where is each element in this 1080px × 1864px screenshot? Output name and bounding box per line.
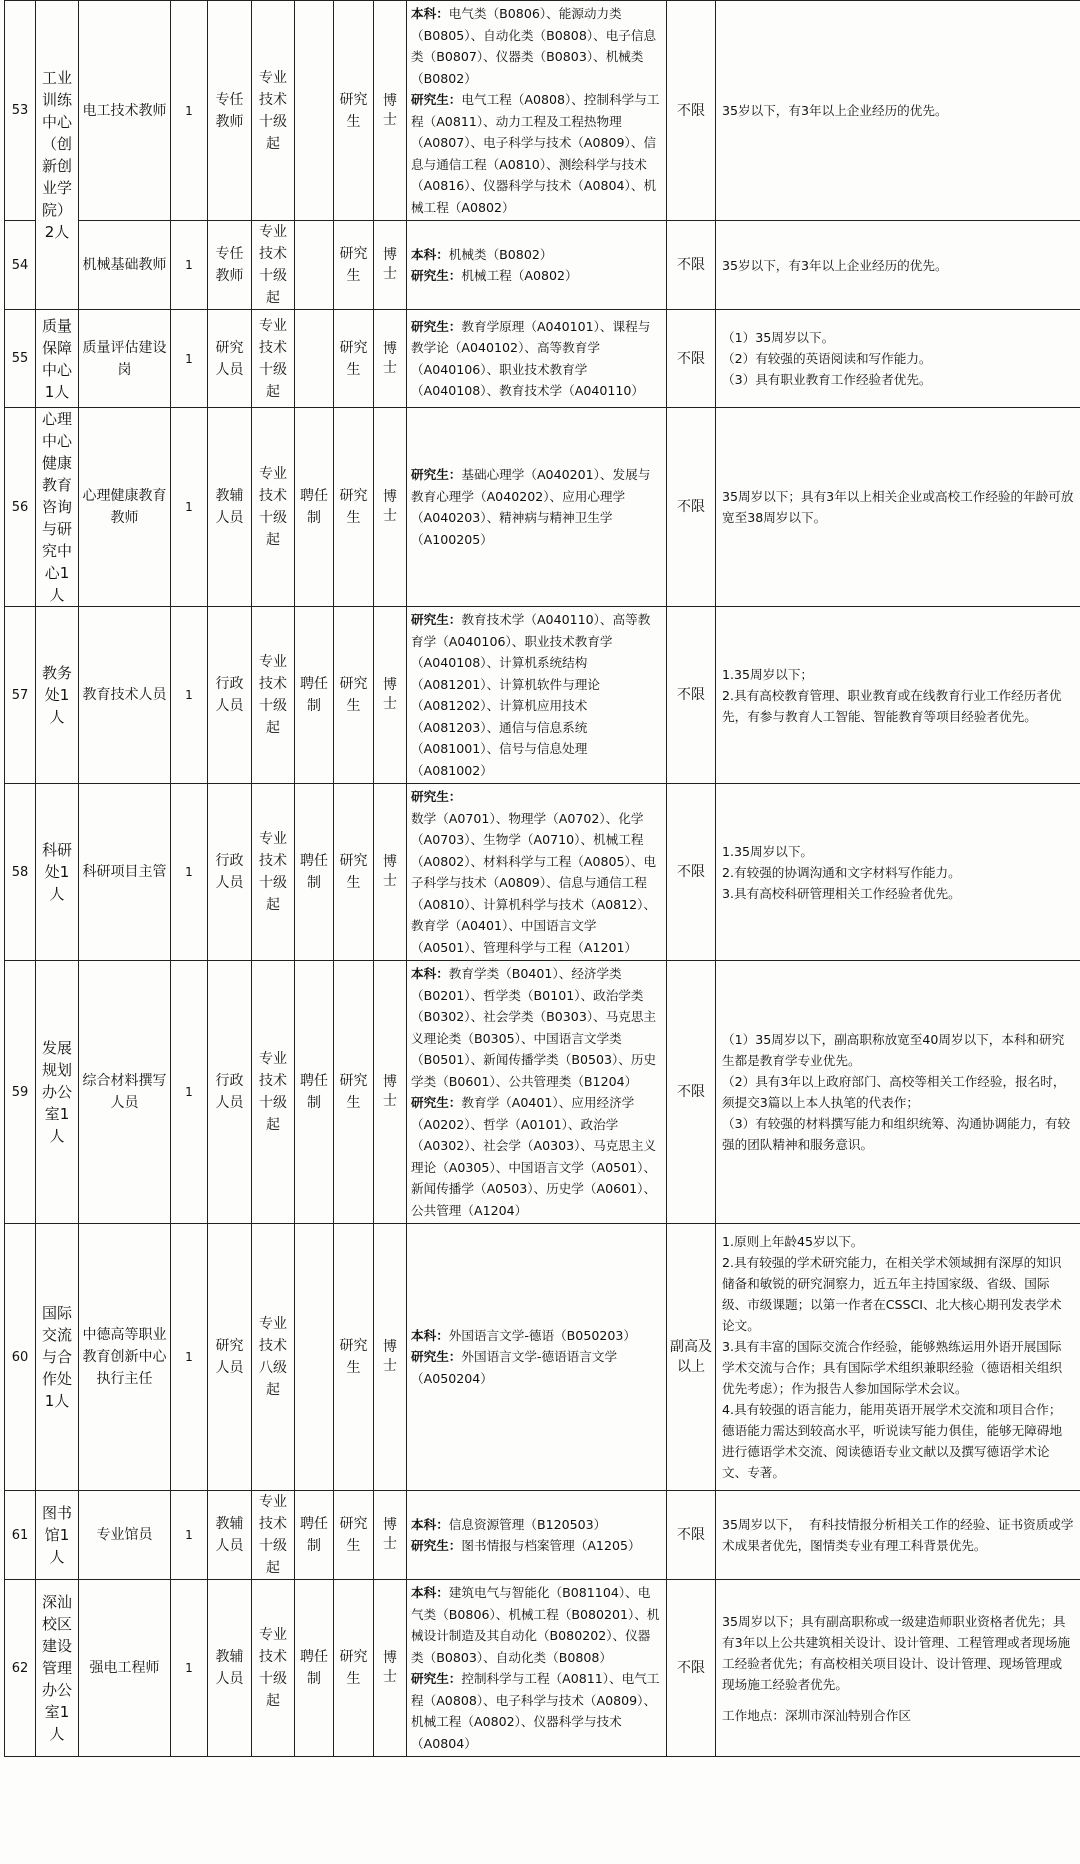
- recruitment-table: [4, 0, 1080, 1757]
- major-label: 研究生：: [411, 1349, 462, 1365]
- major-text: 电气类（B0806）、能源动力类（B0805）、自动化类（B0808）、电子信息类（B0807）、仪器类（B0803）、机械类（B0802）: [411, 6, 657, 86]
- unit-cell: 科研处1人: [36, 784, 79, 961]
- requirement-line: （1）35周岁以下，副高职称放宽至40周岁以下，本科和研究生都是教育学专业优先。: [722, 1032, 1065, 1068]
- headcount: 1: [171, 221, 208, 310]
- degree: 博士: [374, 1580, 407, 1757]
- major-requirements: [407, 1491, 667, 1580]
- degree: 博士: [374, 1, 407, 221]
- major-line: [411, 1346, 662, 1389]
- education: 研究生: [334, 408, 374, 607]
- professional-title: 不限: [667, 221, 716, 310]
- position-level: 专业技术十级起: [252, 221, 295, 310]
- headcount: 1: [171, 607, 208, 784]
- unit-cell: 质量保障中心1人: [36, 310, 79, 408]
- major-line: [411, 1325, 662, 1347]
- employment-type: 聘任制: [295, 784, 334, 961]
- requirement-line: 1.35周岁以下。: [722, 843, 814, 859]
- major-text: 电气工程（A0808）、控制科学与工程（A0811）、动力工程及工程热物理（A0807）、电子科学与技术（A0809）、信息与通信工程（A0810）、测绘科学与技术（A0816）、仪器科学与技术（A0804）、机械工程（A0802）: [411, 92, 660, 215]
- major-line: [411, 316, 662, 402]
- requirement-line: 1.35周岁以下；: [722, 666, 814, 682]
- position-name: 电工技术教师: [79, 1, 171, 221]
- position-name: 中德高等职业教育创新中心执行主任: [79, 1224, 171, 1491]
- position-category: 教辅人员: [208, 1580, 252, 1757]
- row-number: 61: [5, 1491, 36, 1580]
- other-requirements: [716, 1224, 1080, 1491]
- requirement-line: （3）具有职业教育工作经验者优先。: [722, 372, 932, 387]
- position-name: 综合材料撰写人员: [79, 961, 171, 1224]
- major-requirements: [407, 221, 667, 310]
- major-requirements: [407, 1, 667, 221]
- unit-cell: 国际交流与合作处1人: [36, 1224, 79, 1491]
- major-label: 研究生：: [411, 1671, 462, 1686]
- degree: 博士: [374, 408, 407, 607]
- major-label: 本科：: [411, 1516, 449, 1532]
- professional-title: 不限: [667, 961, 716, 1224]
- major-line: [411, 265, 662, 287]
- requirement-line: 35岁以下，有3年以上企业经历的优先。: [722, 257, 948, 273]
- table-row: [5, 310, 1080, 408]
- requirement-line: 35周岁以下， 有科技情报分析相关工作的经验、证书资质或学术成果者优先，图情类专业有理工科背景优先。: [722, 1517, 1074, 1553]
- row-number: 60: [5, 1224, 36, 1491]
- requirement-line: （2）具有3年以上政府部门、高校等相关工作经验，报名时，须提交3篇以上本人执笔的代表作；: [722, 1074, 1066, 1110]
- major-requirements: [407, 961, 667, 1224]
- major-label: 本科：: [411, 966, 449, 981]
- position-name: 专业馆员: [79, 1491, 171, 1580]
- position-level: 专业技术十级起: [252, 1580, 295, 1757]
- major-line: [411, 244, 662, 266]
- major-requirements: [407, 1224, 667, 1491]
- major-label: 本科：: [411, 1327, 449, 1343]
- headcount: 1: [171, 1491, 208, 1580]
- major-line: [411, 1514, 662, 1536]
- major-text: 教育技术学（A040110）、高等教育学（A040106）、职业技术教育学（A040108）、计算机系统结构（A081201）、计算机软件与理论（A081202）、计算机应用技术（A081203）、通信与信息系统（A081001）、信号与信息处理（A081002）: [411, 612, 651, 778]
- row-number: 57: [5, 607, 36, 784]
- employment-type: [295, 1224, 334, 1491]
- unit-cell: 工业训练中心（创新创业学院）2人: [36, 1, 79, 310]
- major-line: [411, 3, 662, 89]
- position-name: 教育技术人员: [79, 607, 171, 784]
- degree: 博士: [374, 1491, 407, 1580]
- education: 研究生: [334, 784, 374, 961]
- position-category: 研究人员: [208, 1224, 252, 1491]
- requirement-line: 35周岁以下；具有3年以上相关企业或高校工作经验的年龄可放宽至38周岁以下。: [722, 489, 1074, 525]
- position-category: 专任教师: [208, 1, 252, 221]
- major-text: 机械类（B0802）: [448, 246, 553, 262]
- degree: 博士: [374, 221, 407, 310]
- other-requirements: [716, 1580, 1080, 1757]
- professional-title: 不限: [667, 1580, 716, 1757]
- headcount: 1: [171, 310, 208, 408]
- requirement-line: 3.具有高校科研管理相关工作经验者优先。: [722, 885, 961, 901]
- table-row: [5, 1224, 1080, 1491]
- degree: 博士: [374, 1224, 407, 1491]
- degree: 博士: [374, 784, 407, 961]
- major-text: 教育学类（B0401）、经济学类（B0201）、哲学类（B0101）、政治学类（B0302）、社会学类（B0303）、马克思主义理论类（B0305）、中国语言文学类（B0501）、新闻传播学类（B0503）、历史学类（B0601）、公共管理类（B1204）: [411, 966, 657, 1089]
- major-line: [411, 963, 662, 1092]
- major-label: 本科：: [411, 1585, 449, 1600]
- position-name: 强电工程师: [79, 1580, 171, 1757]
- major-line: [411, 786, 662, 808]
- employment-type: 聘任制: [295, 1491, 334, 1580]
- unit-cell: 心理中心健康教育咨询与研究中心1人: [36, 408, 79, 607]
- major-line: [411, 1582, 662, 1668]
- education: 研究生: [334, 1580, 374, 1757]
- position-category: 行政人员: [208, 784, 252, 961]
- other-requirements: [716, 310, 1080, 408]
- requirement-line: （2）有较强的英语阅读和写作能力。: [722, 351, 932, 366]
- position-name: 机械基础教师: [79, 221, 171, 310]
- professional-title: 不限: [667, 784, 716, 961]
- position-name: 心理健康教育教师: [79, 408, 171, 607]
- unit-cell: 教务处1人: [36, 607, 79, 784]
- major-text: 建筑电气与智能化（B081104）、电气类（B0806）、机械工程（B080201）、机械设计制造及其自动化（B080202）、仪器类（B0803）、自动化类（B0808）: [411, 1585, 660, 1665]
- major-line: [411, 609, 662, 781]
- requirement-line: 1.原则上年龄45岁以下。: [722, 1234, 864, 1249]
- headcount: 1: [171, 961, 208, 1224]
- table-row: [5, 408, 1080, 607]
- major-line: [411, 1535, 662, 1557]
- position-category: 行政人员: [208, 961, 252, 1224]
- headcount: 1: [171, 408, 208, 607]
- major-text: 基础心理学（A040201）、发展与教育心理学（A040202）、应用心理学（A040203）、精神病与精神卫生学（A100205）: [411, 467, 651, 547]
- major-text: 教育学（A0401）、应用经济学（A0202）、哲学（A0101）、政治学（A0302）、社会学（A0303）、马克思主义理论（A0305）、中国语言文学（A0501）、新闻传播学（A0503）、历史学（A0601）、公共管理（A1204）: [411, 1095, 657, 1218]
- position-level: 专业技术十级起: [252, 961, 295, 1224]
- table-row: [5, 1491, 1080, 1580]
- row-number: 58: [5, 784, 36, 961]
- other-requirements: [716, 221, 1080, 310]
- position-level: 专业技术十级起: [252, 408, 295, 607]
- requirement-line: 3.具有丰富的国际交流合作经验，能够熟练运用外语开展国际学术交流与合作；具有国际学术组织兼职经验（德语相关组织优先考虑）；作为报告人参加国际学术会议。: [722, 1339, 1063, 1396]
- employment-type: [295, 221, 334, 310]
- requirement-line: 35岁以下，有3年以上企业经历的优先。: [722, 103, 948, 118]
- position-level: 专业技术八级起: [252, 1224, 295, 1491]
- requirement-line: 2.有较强的协调沟通和文字材料写作能力。: [722, 864, 961, 880]
- other-requirements: [716, 961, 1080, 1224]
- employment-type: [295, 310, 334, 408]
- major-label: 研究生：: [411, 789, 462, 804]
- unit-cell: 发展规划办公室1人: [36, 961, 79, 1224]
- major-label: 研究生：: [411, 467, 462, 482]
- major-text: 外国语言文学-德语（B050203）: [448, 1327, 636, 1343]
- education: 研究生: [334, 607, 374, 784]
- employment-type: 聘任制: [295, 961, 334, 1224]
- major-line: [411, 1092, 662, 1221]
- degree: 博士: [374, 310, 407, 408]
- row-number: 59: [5, 961, 36, 1224]
- employment-type: [295, 1, 334, 221]
- degree: 博士: [374, 607, 407, 784]
- major-requirements: [407, 310, 667, 408]
- table-row: [5, 1580, 1080, 1757]
- requirement-line: 4.具有较强的语言能力，能用英语开展学术交流和项目合作；德语能力需达到较高水平，听说读写能力俱佳，能够无障碍地进行德语学术交流、阅读德语专业文献以及撰写德语学术论文、专著。: [722, 1402, 1063, 1480]
- position-category: 行政人员: [208, 607, 252, 784]
- education: 研究生: [334, 1224, 374, 1491]
- education: 研究生: [334, 310, 374, 408]
- major-requirements: [407, 607, 667, 784]
- row-number: 53: [5, 1, 36, 221]
- education: 研究生: [334, 1, 374, 221]
- major-text: 外国语言文学-德语语言文学（A050204）: [411, 1349, 618, 1386]
- unit-cell: 深汕校区建设管理办公室1人: [36, 1580, 79, 1757]
- major-label: 本科：: [411, 6, 449, 21]
- position-category: 教辅人员: [208, 1491, 252, 1580]
- major-text: 控制科学与工程（A0811）、电气工程（A0808）、电子科学与技术（A0809）、机械工程（A0802）、仪器科学与技术（A0804）: [411, 1671, 660, 1751]
- position-level: 专业技术十级起: [252, 310, 295, 408]
- headcount: 1: [171, 784, 208, 961]
- employment-type: 聘任制: [295, 607, 334, 784]
- position-category: 教辅人员: [208, 408, 252, 607]
- position-level: 专业技术十级起: [252, 784, 295, 961]
- professional-title: 不限: [667, 408, 716, 607]
- headcount: 1: [171, 1580, 208, 1757]
- major-label: 研究生：: [411, 268, 462, 283]
- position-level: 专业技术十级起: [252, 1491, 295, 1580]
- education: 研究生: [334, 1491, 374, 1580]
- major-text: 数学（A0701）、物理学（A0702）、化学（A0703）、生物学（A0710）、机械工程（A0802）、材料科学与工程（A0805）、电子科学与技术（A0809）、信息与通信工程（A0810）、计算机科学与技术（A0812）、教育学（A0401）、中国语言文学（A0501）、管理科学与工程（A1201）: [411, 810, 657, 955]
- professional-title: 副高及以上: [667, 1224, 716, 1491]
- position-name: 科研项目主管: [79, 784, 171, 961]
- requirement-line: 35周岁以下；具有副高职称或一级建造师职业资格者优先；具有3年以上公共建筑相关设计、设计管理、工程管理或者现场施工经验者优先；有高校相关项目设计、设计管理、现场管理或现场施工经验者优先。: [722, 1613, 1071, 1692]
- requirement-line: 2.具有较强的学术研究能力，在相关学术领域拥有深厚的知识储备和敏锐的研究洞察力，近五年主持国家级、省级、国际级、市级课题；以第一作者在CSSCI、北大核心期刊发表学术论文。: [722, 1255, 1062, 1333]
- professional-title: 不限: [667, 310, 716, 408]
- professional-title: 不限: [667, 1, 716, 221]
- major-label: 研究生：: [411, 318, 462, 334]
- major-text: 机械工程（A0802）: [461, 268, 578, 283]
- employment-type: 聘任制: [295, 408, 334, 607]
- professional-title: 不限: [667, 1491, 716, 1580]
- requirement-line: （1）35周岁以下。: [722, 330, 835, 345]
- table-row: [5, 607, 1080, 784]
- major-text: 教育学原理（A040101）、课程与教学论（A040102）、高等教育学（A040106）、职业技术教育学（A040108）、教育技术学（A040110）: [411, 318, 651, 398]
- major-line: [411, 1668, 662, 1754]
- major-text: 信息资源管理（B120503）: [448, 1516, 607, 1532]
- table-row: [5, 784, 1080, 961]
- table-row: [5, 961, 1080, 1224]
- other-requirements: [716, 408, 1080, 607]
- professional-title: 不限: [667, 607, 716, 784]
- major-label: 研究生：: [411, 1095, 462, 1110]
- other-requirements: [716, 1, 1080, 221]
- requirement-line: 工作地点：深圳市深汕特别合作区: [722, 1707, 911, 1723]
- position-level: 专业技术十级起: [252, 1, 295, 221]
- other-requirements: [716, 607, 1080, 784]
- major-requirements: [407, 784, 667, 961]
- row-number: 56: [5, 408, 36, 607]
- row-number: 54: [5, 221, 36, 310]
- requirement-line: [722, 1695, 1074, 1705]
- major-text: 图书情报与档案管理（A1205）: [461, 1538, 641, 1553]
- other-requirements: [716, 1491, 1080, 1580]
- major-requirements: [407, 408, 667, 607]
- major-label: 研究生：: [411, 92, 462, 107]
- employment-type: 聘任制: [295, 1580, 334, 1757]
- table-row: [5, 221, 1080, 310]
- major-line: [411, 464, 662, 550]
- position-category: 研究人员: [208, 310, 252, 408]
- row-number: 55: [5, 310, 36, 408]
- degree: 博士: [374, 961, 407, 1224]
- major-requirements: [407, 1580, 667, 1757]
- major-line: [411, 808, 662, 959]
- major-label: 本科：: [411, 246, 449, 262]
- position-name: 质量评估建设岗: [79, 310, 171, 408]
- row-number: 62: [5, 1580, 36, 1757]
- education: 研究生: [334, 961, 374, 1224]
- position-level: 专业技术十级起: [252, 607, 295, 784]
- major-label: 研究生：: [411, 612, 462, 627]
- unit-cell: 图书馆1人: [36, 1491, 79, 1580]
- education: 研究生: [334, 221, 374, 310]
- requirement-line: （3）有较强的材料撰写能力和组织统筹、沟通协调能力，有较强的团队精神和服务意识。: [722, 1116, 1071, 1152]
- headcount: 1: [171, 1, 208, 221]
- table-row: [5, 1, 1080, 221]
- major-line: [411, 89, 662, 218]
- requirement-line: 2.具有高校教育管理、职业教育或在线教育行业工作经历者优先，有参与教育人工智能、智能教育等项目经验者优先。: [722, 687, 1062, 724]
- other-requirements: [716, 784, 1080, 961]
- headcount: 1: [171, 1224, 208, 1491]
- major-label: 研究生：: [411, 1538, 462, 1553]
- position-category: 专任教师: [208, 221, 252, 310]
